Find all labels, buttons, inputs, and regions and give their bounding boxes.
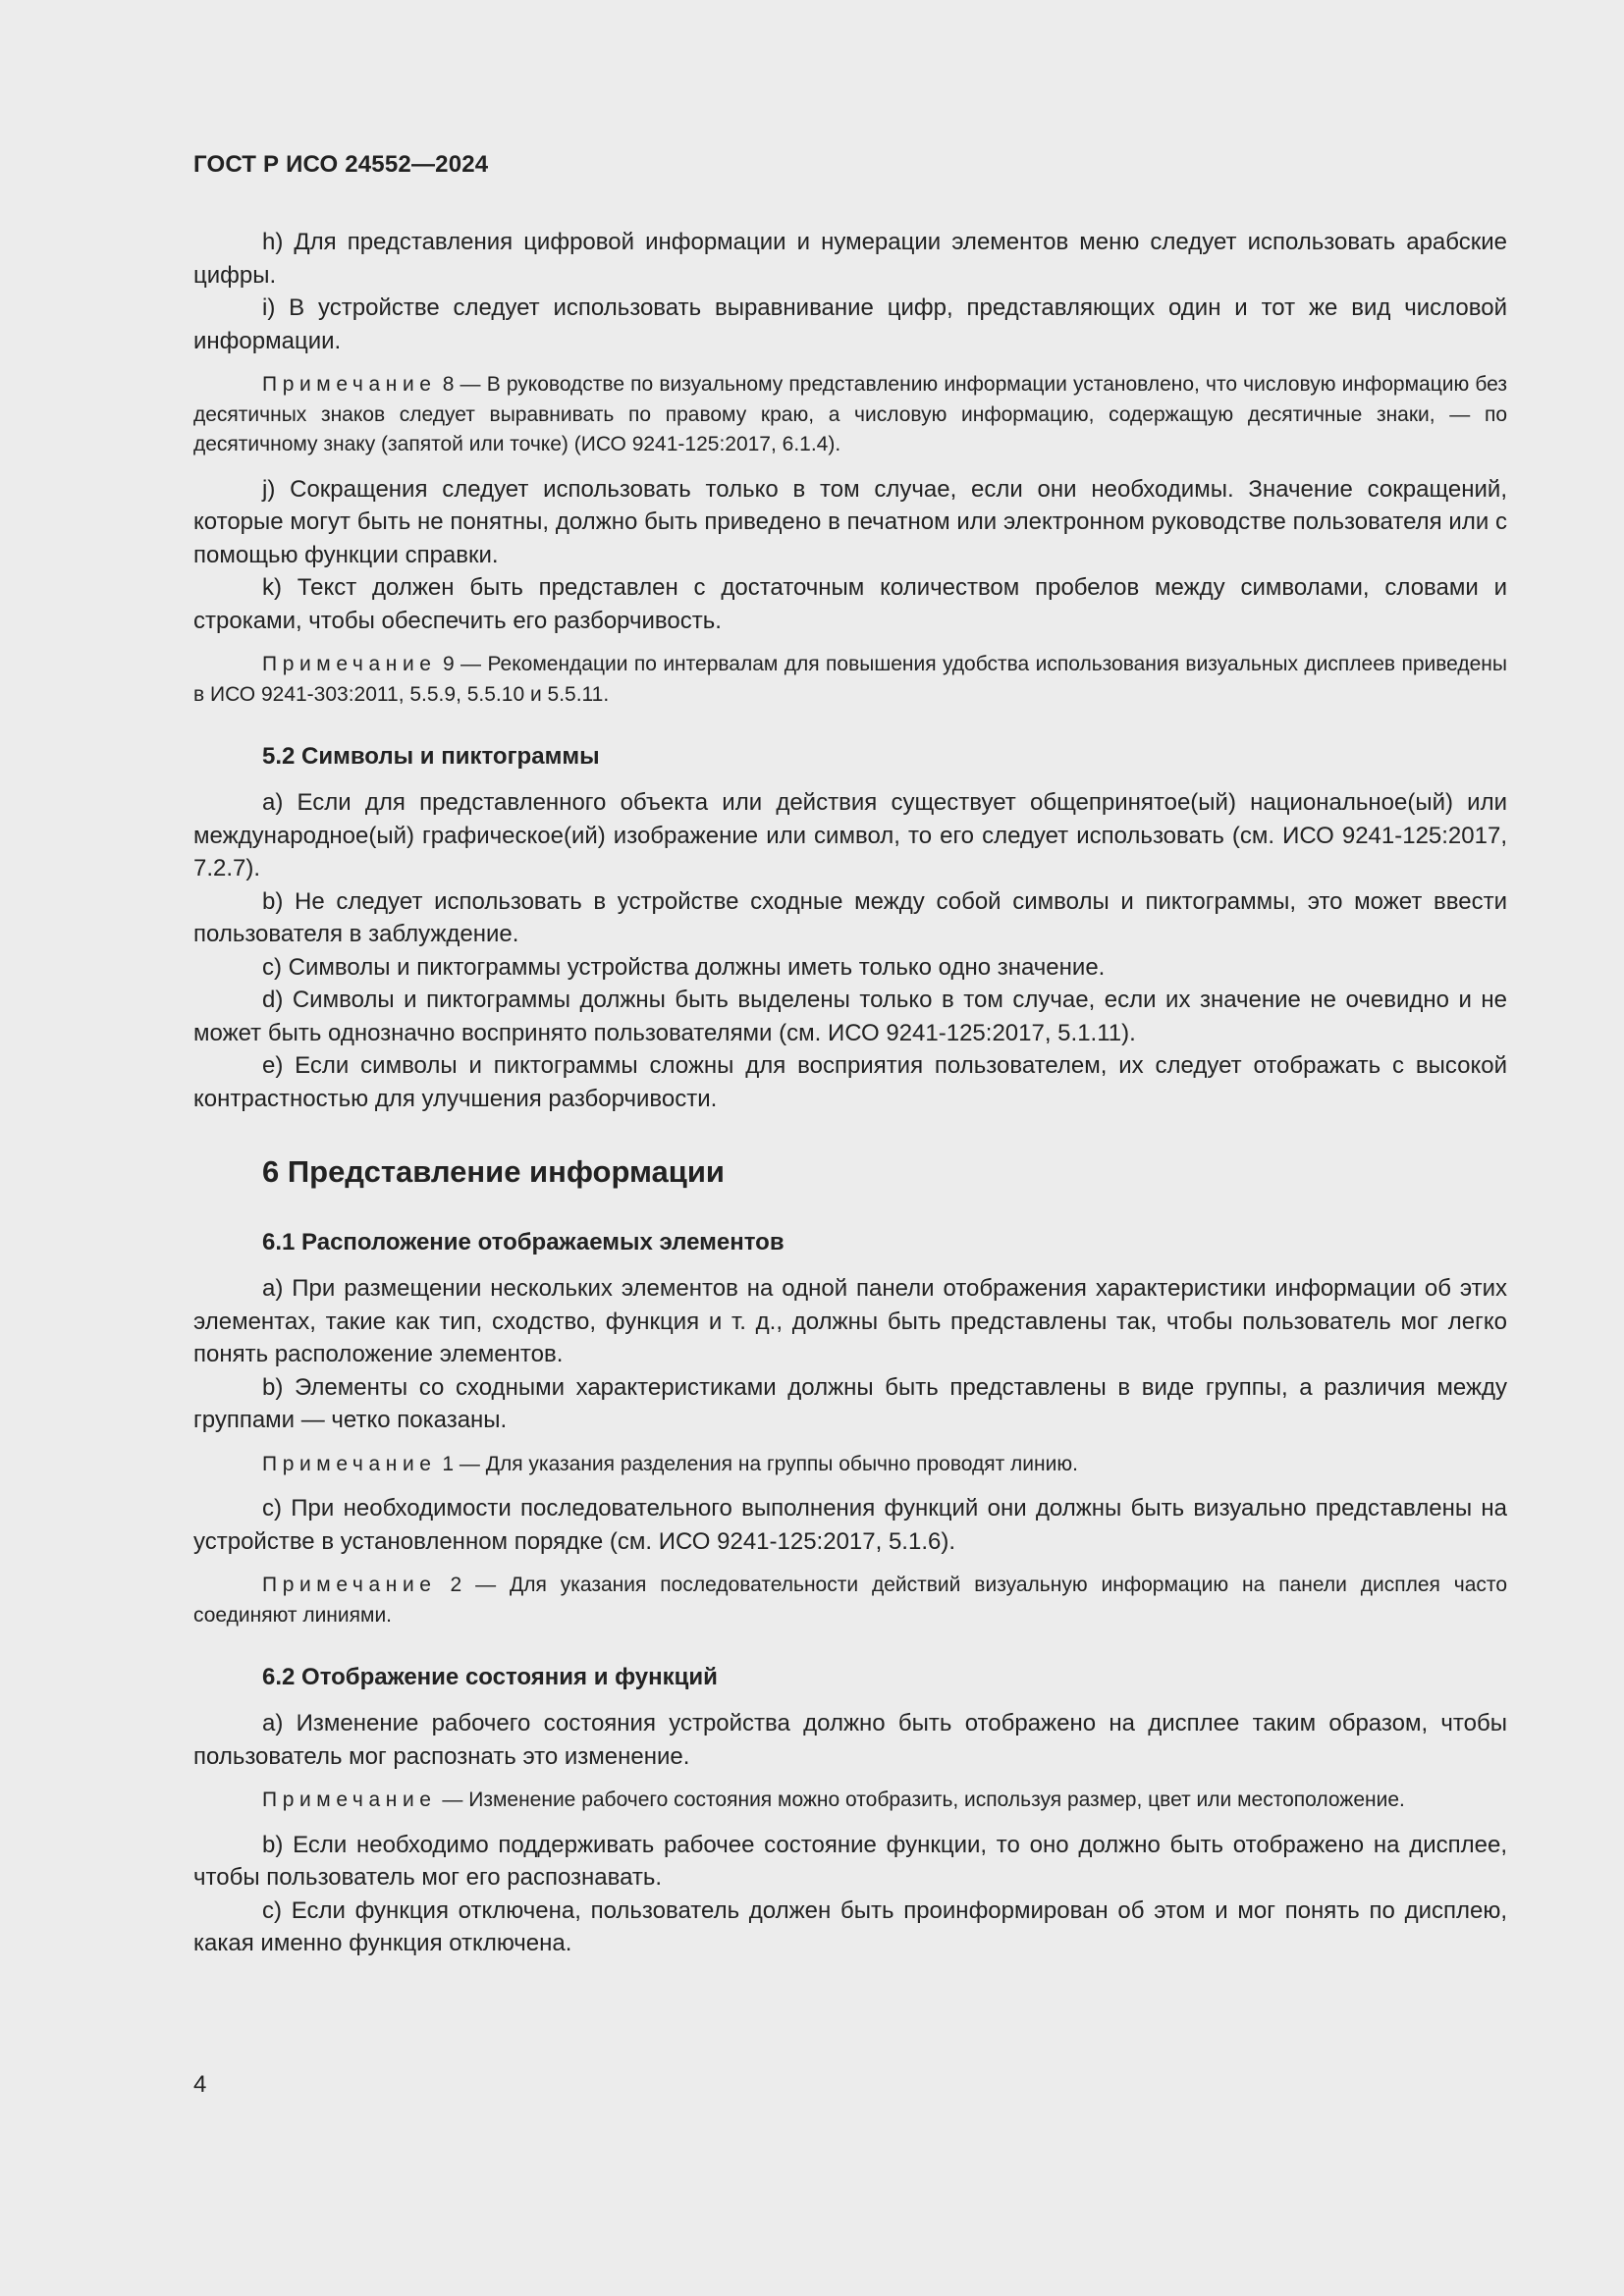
- note-label: Примечание: [262, 373, 437, 396]
- note-text: — Изменение рабочего состояния можно отобразить, используя размер, цвет или местоположение.: [436, 1789, 1405, 1811]
- page-number: 4: [193, 2071, 207, 2098]
- subsection-title-6-1: 6.1 Расположение отображаемых элементов: [262, 1229, 785, 1255]
- note-1: [193, 1450, 1507, 1480]
- note-text: 8 — В руководстве по визуальному представлению информации установлено, что числовую информацию без десятичных знаков следует выравнивать по правому краю, а числовую информацию, содержащую десятичные знаки, — по десятичному знаку (запятой или точке) (ИСО 9241-125:2017, 6.1.4).: [193, 373, 1507, 455]
- document-page: [193, 147, 1507, 1960]
- item-5-2-e: e) Если символы и пиктограммы сложны для восприятия пользователем, их следует отображать с высокой контрастностью для улучшения разборчивости.: [193, 1052, 1507, 1112]
- subsection-title-5-2: 5.2 Символы и пиктограммы: [262, 743, 600, 770]
- item-6-1-a: a) При размещении нескольких элементов на одной панели отображения характеристики информации об этих элементах, такие как тип, сходство, функция и т. д., должны быть представлены так, чтобы пользователь мог легко понять расположение элементов.: [193, 1275, 1507, 1367]
- section-title-6: 6 Представление информации: [262, 1154, 725, 1189]
- note-8: [193, 370, 1507, 460]
- item-5-2-a: a) Если для представленного объекта или действия существует общепринятое(ый) национальное(ый) или международное(ый) графическое(ий) изображение или символ, то его следует использовать (см. ИСО 9241-125:2017, 7.2.7).: [193, 789, 1507, 881]
- note-6-2: [193, 1786, 1507, 1816]
- note-text: 2 — Для указания последовательности действий визуальную информацию на панели дисплея часто соединяют линиями.: [193, 1574, 1507, 1627]
- note-2: [193, 1571, 1507, 1630]
- note-label: Примечание: [262, 653, 437, 675]
- item-h: h) Для представления цифровой информации и нумерации элементов меню следует использовать арабские цифры.: [193, 229, 1507, 289]
- item-5-2-c: c) Символы и пиктограммы устройства должны иметь только одно значение.: [262, 953, 1106, 981]
- item-6-2-c: c) Если функция отключена, пользователь должен быть проинформирован об этом и мог понять по дисплею, какая именно функция отключена.: [193, 1896, 1507, 1956]
- subsection-title-6-2: 6.2 Отображение состояния и функций: [262, 1664, 718, 1690]
- item-i: i) В устройстве следует использовать выравнивание цифр, представляющих один и тот же вид числовой информации.: [193, 294, 1507, 354]
- item-6-1-c: c) При необходимости последовательного выполнения функций они должны быть визуально представлены на устройстве в установленном порядке (см. ИСО 9241-125:2017, 5.1.6).: [193, 1495, 1507, 1555]
- note-text: 9 — Рекомендации по интервалам для повышения удобства использования визуальных дисплеев приведены в ИСО 9241-303:2011, 5.5.9, 5.5.10 и 5.5.11.: [193, 653, 1507, 706]
- item-5-2-d: d) Символы и пиктограммы должны быть выделены только в том случае, если их значение не очевидно и не может быть однозначно воспринято пользователями (см. ИСО 9241-125:2017, 5.1.11).: [193, 987, 1507, 1046]
- item-6-1-b: b) Элементы со сходными характеристиками должны быть представлены в виде группы, а различия между группами — четко показаны.: [193, 1373, 1507, 1433]
- note-label: Примечание: [262, 1452, 437, 1475]
- note-label: Примечание: [262, 1789, 437, 1811]
- note-text: 1 — Для указания разделения на группы обычно проводят линию.: [436, 1452, 1078, 1475]
- item-k: k) Текст должен быть представлен с достаточным количеством пробелов между символами, словами и строками, чтобы обеспечить его разборчивость.: [193, 574, 1507, 634]
- item-5-2-b: b) Не следует использовать в устройстве сходные между собой символы и пиктограммы, это может ввести пользователя в заблуждение.: [193, 887, 1507, 947]
- document-header: ГОСТ Р ИСО 24552—2024: [193, 151, 489, 178]
- item-6-2-b: b) Если необходимо поддерживать рабочее состояние функции, то оно должно быть отображено на дисплее, чтобы пользователь мог его распознавать.: [193, 1831, 1507, 1891]
- item-6-2-a: a) Изменение рабочего состояния устройства должно быть отображено на дисплее таким образом, чтобы пользователь мог распознать это изменение.: [193, 1710, 1507, 1770]
- note-label: Примечание: [262, 1574, 437, 1596]
- note-9: [193, 650, 1507, 710]
- item-j: j) Сокращения следует использовать только в том случае, если они необходимы. Значение сокращений, которые могут быть не понятны, должно быть приведено в печатном или электронном руководстве пользователя или с помощью функции справки.: [193, 475, 1507, 568]
